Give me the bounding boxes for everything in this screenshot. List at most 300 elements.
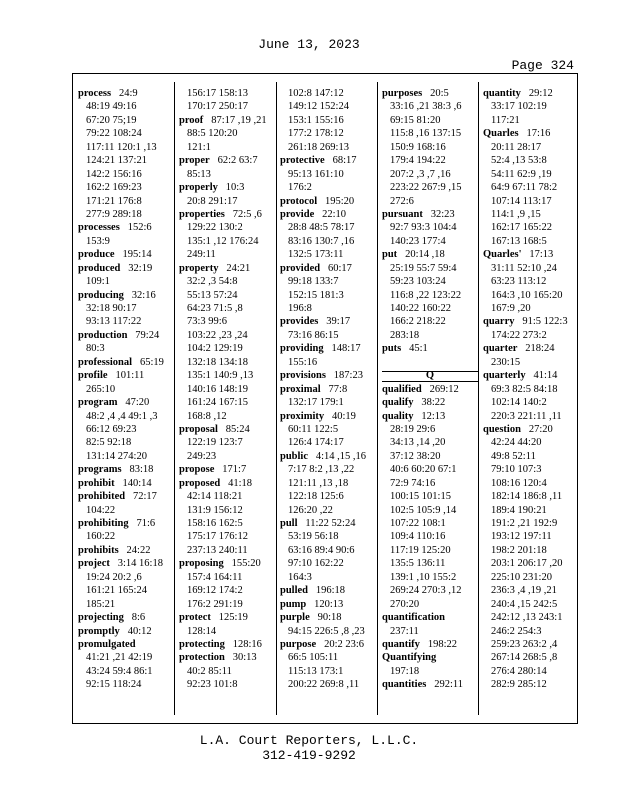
page-references: 161:24 167:15 [187,397,248,409]
index-term-entry [382,248,478,261]
page-references: 168:8 ,12 [187,410,227,422]
page-references: 155:20 [231,558,261,570]
page-references: 267:14 268:5 ,8 [491,652,558,664]
page-references: 175:17 176:12 [187,531,248,543]
index-term: pulled [280,585,309,597]
index-page-refs [280,302,376,315]
index-page-refs [483,100,575,113]
page-references: 198:2 201:18 [491,544,547,556]
page-references: 54:11 62:9 ,19 [491,168,552,180]
index-page-refs [483,517,575,530]
page-references: 28:19 29:6 [390,423,436,435]
page-references: 42:24 44:20 [491,437,542,449]
index-term-entry [483,248,575,261]
page-references: 132:18 134:18 [187,356,248,368]
page-references: 32:16 [131,289,156,301]
index-term: protecting [179,638,225,650]
page-references: 246:2 254:3 [491,625,542,637]
index-page-refs [483,571,575,584]
index-term-entry [280,383,376,396]
index-term-entry [78,262,174,275]
page-references: 125:19 [218,612,248,624]
index-term-entry [78,329,174,342]
index-page-refs [483,383,575,396]
index-page-refs [382,302,478,315]
index-page-refs [78,678,174,691]
page-references: 28:8 48:5 78:17 [288,222,355,234]
index-page-refs [382,598,478,611]
index-page-refs [179,329,275,342]
page-references: 152:6 [127,222,152,234]
page-references: 32:2 ,3 54:8 [187,276,238,288]
page-references: 67:20 75;19 [86,114,137,126]
page-references: 11:22 52:24 [305,518,356,529]
index-page-refs [483,208,575,221]
page-references: 33:16 ,21 38:3 ,6 [390,101,462,113]
page-references: 171:21 176:8 [86,195,142,207]
index-page-refs [280,289,376,302]
index-page-refs [179,356,275,369]
index-term-entry [179,557,275,570]
index-term-entry [179,477,275,490]
index-page-refs [78,423,174,436]
index-term-entry [78,463,174,476]
page-references: 179:4 194:22 [390,155,446,167]
page-references: 104:2 129:19 [187,343,243,355]
index-term-entry [483,342,575,355]
index-page-refs [483,154,575,167]
index-page-refs [382,557,478,570]
index-page-refs [382,423,478,436]
index-term-entry [483,369,575,382]
index-page-refs [382,262,478,275]
column-divider [478,82,479,715]
index-term: purpose [280,638,317,650]
page-references: 107:22 108:1 [390,518,446,529]
index-page-refs [78,651,174,664]
index-page-refs [78,383,174,396]
page-references: 164:3 ,10 165:20 [491,289,563,301]
index-page-refs [280,436,376,449]
page-references: 83:18 [129,464,154,476]
page-references: 121:11 ,13 ,18 [288,477,349,489]
page-references: 195:20 [325,195,355,207]
index-term-entry [280,154,376,167]
index-term: program [78,397,118,409]
index-page-refs [483,114,575,127]
index-page-refs [78,114,174,127]
index-page-refs [280,504,376,517]
index-page-refs [280,168,376,181]
index-page-refs [382,100,478,113]
page-references: 240:4 ,15 242:5 [491,598,558,610]
page-references: 230:15 [491,356,521,368]
index-term: processes [78,222,120,234]
index-page-refs [179,450,275,463]
page-references: 128:14 [187,625,217,637]
page-references: 72:5 ,6 [232,208,262,220]
index-term-entry [280,584,376,597]
index-term-entry [382,208,478,221]
index-page-refs [483,477,575,490]
index-term: Quantifying [382,652,437,664]
index-term: property [179,262,219,274]
page-references: 117:19 125:20 [390,544,451,556]
index-page-refs [483,463,575,476]
index-page-refs [179,275,275,288]
index-term: purposes [382,88,423,99]
page-references: 139:1 ,10 155:2 [390,571,457,583]
index-term-entry [382,396,478,409]
index-term-entry [78,87,174,100]
page-references: 196:18 [315,585,346,597]
page-references: 101:11 [115,370,145,382]
page-references: 7:17 8:2 ,13 ,22 [288,464,355,476]
page-references: 60:11 122:5 [288,423,339,435]
page-references: 66:5 105:11 [288,652,339,664]
index-term: proposed [179,477,221,489]
index-page-refs [78,598,174,611]
index-term-entry [382,383,478,396]
page-references: 65:19 [139,356,164,368]
index-term-entry [78,356,174,369]
page-references: 160:22 [86,531,116,543]
index-page-refs [179,584,275,597]
index-page-refs [382,168,478,181]
index-term-entry [78,638,174,651]
index-term: provide [280,208,315,220]
page-references: 63:16 89:4 90:6 [288,544,355,556]
page-references: 3:14 16:18 [117,558,163,570]
index-page-refs [179,289,275,302]
page-references: 200:22 269:8 ,11 [288,679,360,691]
index-page-refs [280,248,376,261]
index-page-refs [179,235,275,248]
index-page-refs [179,141,275,154]
index-term-entry [280,369,376,382]
index-term: protect [179,612,211,624]
index-page-refs [280,356,376,369]
index-page-refs [483,275,575,288]
page-references: 129:22 130:2 [187,222,243,234]
page-references: 203:1 206:17 ,20 [491,558,563,570]
index-page-refs [382,356,478,369]
index-term: prohibit [78,477,115,489]
index-term: quantification [382,612,446,624]
index-page-refs [78,195,174,208]
index-page-refs [382,450,478,463]
page-references: 197:18 [390,665,420,677]
page-references: 64:23 71:5 ,8 [187,303,243,314]
index-page-refs [483,638,575,651]
index-term-entry [78,544,174,557]
index-term-entry [179,181,275,194]
page-references: 32:18 90:17 [86,303,137,314]
page-references: 121:1 [187,141,211,153]
page-references: 29:12 [528,88,553,99]
page-references: 103:22 ,23 ,24 [187,329,248,341]
page-references: 95:13 161:10 [288,168,344,180]
page-references: 128:16 [232,638,262,650]
page-references: 166:2 218:22 [390,316,446,328]
index-page-refs [78,302,174,315]
index-term-entry [179,208,275,221]
page-references: 100:15 101:15 [390,491,451,503]
page-references: 41:21 ,21 42:19 [86,652,153,664]
column-divider [276,82,277,715]
page-references: 223:22 267:9 ,15 [390,182,462,194]
index-page-refs [483,450,575,463]
index-term-entry [483,315,575,328]
index-page-refs [280,544,376,557]
page-references: 237:11 [390,625,419,637]
index-page-refs [483,356,575,369]
page-references: 156:17 158:13 [187,88,248,99]
index-term: providing [280,343,324,355]
page-references: 237:13 240:11 [187,544,248,556]
index-term: properties [179,208,225,220]
index-frame [72,73,578,724]
index-term: process [78,88,112,99]
index-term-entry [280,450,376,463]
index-page-refs [78,208,174,221]
index-page-refs [179,396,275,409]
index-term-entry [179,638,275,651]
page-references: 27:20 [528,423,553,435]
page-references: 34:13 ,14 ,20 [390,437,446,449]
index-term: protective [280,155,325,167]
index-page-refs [382,544,478,557]
index-page-refs [382,517,478,530]
page-references: 115:13 173:1 [288,665,344,677]
page-references: 158:16 162:5 [187,518,243,529]
page-references: 79:24 [135,329,160,341]
index-term-entry [179,154,275,167]
page-references: 93:13 117:22 [86,316,142,328]
index-page-refs [483,611,575,624]
index-term: quantities [382,679,427,691]
index-page-refs [483,557,575,570]
page-references: 97:10 162:22 [288,558,344,570]
page-references: 270:20 [390,598,420,610]
index-term: producing [78,289,124,301]
page-references: 62:2 63:7 [217,155,258,167]
page-references: 126:4 174:17 [288,437,344,449]
index-page-refs [179,490,275,503]
page-references: 140:22 160:22 [390,303,451,314]
page-references: 162:2 169:23 [86,182,142,194]
index-page-refs [280,571,376,584]
index-page-refs [78,504,174,517]
page-references: 169:12 174:2 [187,585,243,597]
page-references: 85:24 [225,423,250,435]
page-references: 39:17 [326,316,351,328]
page-references: 157:4 164:11 [187,571,243,583]
index-term: qualified [382,383,422,395]
page-references: 269:24 270:3 ,12 [390,585,462,597]
index-term: Quarles [483,128,519,140]
page-references: 132:5 173:11 [288,249,344,261]
page-references: 153:9 [86,235,110,247]
index-term: pull [280,518,298,529]
index-page-refs [483,530,575,543]
index-page-refs [382,477,478,490]
page-references: 72:9 74:16 [390,477,436,489]
index-page-refs [179,625,275,638]
index-column-5 [483,87,575,719]
index-page-refs [179,168,275,181]
index-page-refs [280,625,376,638]
page-references: 92:23 101:8 [187,679,238,691]
page-references: 191:2 ,21 192:9 [491,518,558,529]
index-term-entry [78,611,174,624]
page-references: 174:22 273:2 [491,329,547,341]
column-divider [377,82,378,715]
index-page-refs [483,302,575,315]
page-references: 117:21 [491,114,520,126]
index-page-refs [382,221,478,234]
index-term: question [483,423,521,435]
index-page-refs [179,127,275,140]
page-references: 85:13 [187,168,211,180]
page-references: 4:14 ,15 ,16 [315,450,367,462]
page-references: 155:16 [288,356,318,368]
index-term-entry [280,195,376,208]
index-page-refs [179,410,275,423]
index-term-entry [280,208,376,221]
index-page-refs [78,530,174,543]
page-references: 170:17 250:17 [187,101,248,113]
page-references: 48:2 ,4 ,4 49:1 ,3 [86,410,158,422]
index-term-entry [280,611,376,624]
index-term: prohibited [78,491,126,503]
page-references: 48:19 49:16 [86,101,137,113]
index-page-refs [179,530,275,543]
page-references: 162:17 165:22 [491,222,552,234]
page-references: 92:7 93:3 104:4 [390,222,457,234]
index-term: protection [179,652,225,664]
index-page-refs [280,665,376,678]
page-references: 140:23 177:4 [390,235,446,247]
index-page-refs [483,168,575,181]
index-page-refs [78,181,174,194]
page-references: 90:18 [317,612,342,624]
page-references: 88:5 120:20 [187,128,238,140]
index-page-refs [78,154,174,167]
index-term-entry [280,342,376,355]
page-references: 176:2 [288,182,312,194]
index-term-entry [179,423,275,436]
page-references: 30:13 [232,652,257,664]
index-page-refs [78,100,174,113]
index-page-refs [280,235,376,248]
page-references: 196:8 [288,303,312,314]
index-term-entry [78,289,174,302]
page-references: 19:24 20:2 ,6 [86,571,142,583]
index-page-refs [483,181,575,194]
index-term: prohibits [78,544,119,556]
page-references: 164:3 [288,571,312,583]
page-references: 72:17 [132,491,157,503]
index-page-refs [280,100,376,113]
index-page-refs [483,651,575,664]
index-page-refs [382,235,478,248]
page-references: 12:13 [421,410,446,422]
index-term-entry [179,611,275,624]
index-term-entry [382,87,478,100]
index-term-entry [382,638,478,651]
index-term: promptly [78,625,120,637]
page-references: 182:14 186:8 ,11 [491,491,563,503]
index-page-refs [280,530,376,543]
index-page-refs [483,598,575,611]
page-references: 79:10 107:3 [491,464,542,476]
index-page-refs [280,181,376,194]
index-column-2 [179,87,275,719]
index-page-refs [483,195,575,208]
index-page-refs [179,87,275,100]
index-term-entry [78,517,174,530]
index-term: proposing [179,558,224,570]
page-references: 69:15 81:20 [390,114,441,126]
page-number: Page 324 [511,58,574,73]
index-page-refs [179,517,275,530]
index-term: projecting [78,612,124,624]
index-term-entry [78,490,174,503]
index-page-refs [179,383,275,396]
index-term: pursuant [382,208,423,220]
page-references: 25:19 55:7 59:4 [390,262,457,274]
index-page-refs [280,329,376,342]
page-references: 176:2 291:19 [187,598,243,610]
index-term: puts [382,343,402,355]
page-references: 20:8 291:17 [187,195,238,207]
index-page-refs [483,396,575,409]
page-references: 135:1 ,12 176:24 [187,235,259,247]
index-page-refs [483,436,575,449]
page-references: 132:17 179:1 [288,397,344,409]
index-page-refs [382,315,478,328]
page-references: 189:4 190:21 [491,504,547,516]
index-term: proof [179,114,204,126]
page-references: 31:11 52:10 ,24 [491,262,557,274]
index-page-refs [179,598,275,611]
index-page-refs [78,141,174,154]
index-page-refs [382,329,478,342]
index-term: pump [280,598,307,610]
index-page-refs [179,436,275,449]
index-page-refs [382,665,478,678]
page-references: 20:5 [430,88,449,99]
page-references: 40:19 [332,410,356,422]
page-references: 99:18 133:7 [288,276,339,288]
page-references: 24:22 [126,544,151,556]
page-references: 104:22 [86,504,116,516]
page-references: 249:11 [187,249,216,261]
index-term-entry [78,625,174,638]
index-term: quarry [483,316,515,328]
page-references: 41:14 [533,370,558,382]
index-page-refs [280,477,376,490]
index-page-refs [382,436,478,449]
page-references: 135:1 140:9 ,13 [187,370,254,382]
page-references: 283:18 [390,329,420,341]
page-references: 49:8 52:11 [491,450,536,462]
index-page-refs [179,369,275,382]
page-references: 282:9 285:12 [491,679,547,691]
page-references: 148:17 [331,343,361,355]
index-term: purple [280,612,310,624]
